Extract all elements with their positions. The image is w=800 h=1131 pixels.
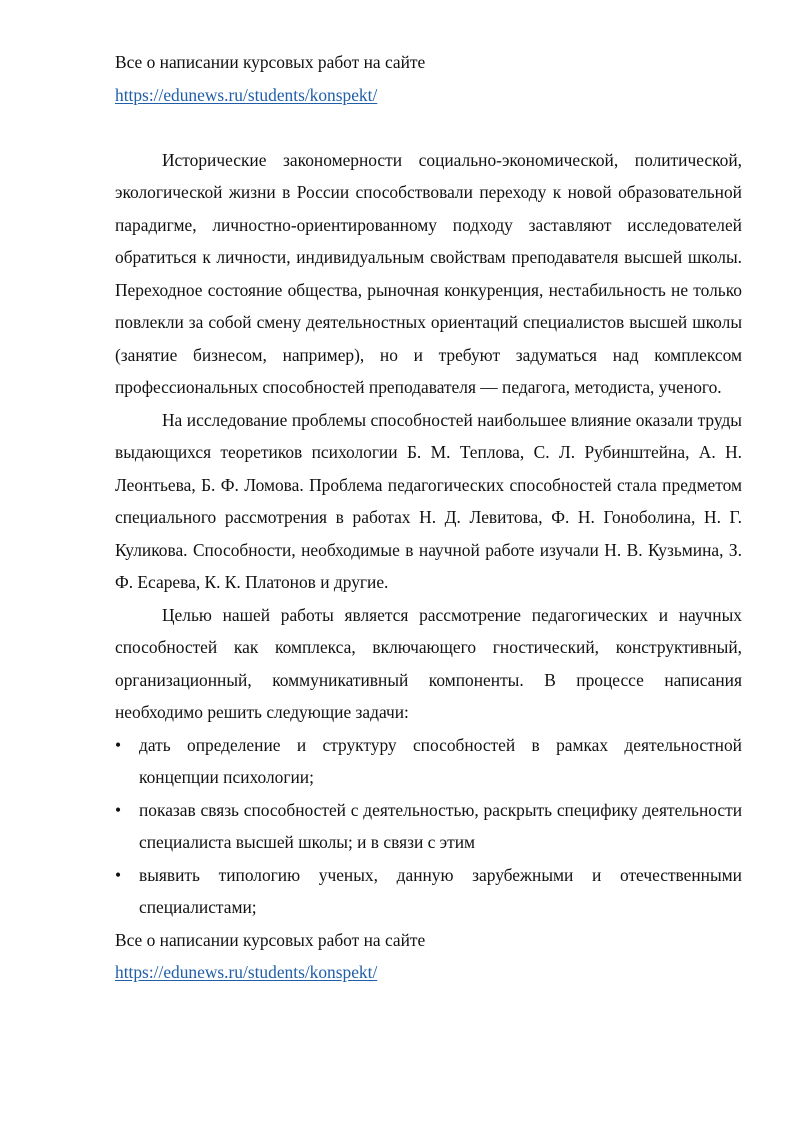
task-item	[115, 729, 742, 794]
task-item	[115, 794, 742, 859]
header-promo-text: Все о написании курсовых работ на сайте	[115, 52, 426, 72]
footer-link[interactable]: https://edunews.ru/students/konspekt/	[115, 962, 378, 982]
paragraph-intro: Исторические закономерности социально-экономической, политической, экологической жизни в России способствовали переходу к новой образовательной парадигме, личностно-ориентированному подходу заставляют исследователей обратиться к личности, индивидуальным свойствам преподавателя высшей школы. Переходное состояние общества, рыночная конкуренция, нестабильность не только повлекли за собой смену деятельностных ориентаций специалистов высшей школы (занятие бизнесом, например), но и требуют задуматься над комплексом профессиональных способностей преподавателя — педагога, методиста, ученого.	[115, 149, 742, 397]
paragraph-research: На исследование проблемы способностей наибольшее влияние оказали труды выдающихся теоретиков психологии Б. М. Теплова, С. Л. Рубинштейна, А. Н. Леонтьева, Б. Ф. Ломова. Проблема педагогических способностей стала предметом специального рассмотрения в работах Н. Д. Левитова, Ф. Н. Гоноболина, Н. Г. Куликова. Способности, необходимые в научной работе изучали Н. В. Кузьмина, З. Ф. Есарева, К. К. Платонов и другие.	[115, 409, 742, 592]
task-item	[115, 859, 742, 924]
footer-link-line	[115, 956, 742, 989]
task-text: выявить типологию ученых, данную зарубежными и отечественными специалистами;	[139, 864, 742, 917]
bullet-icon: •	[115, 799, 122, 820]
document-page	[115, 46, 742, 989]
task-text: показав связь способностей с деятельностью, раскрыть специфику деятельности специалиста высшей школы; и в связи с этим	[139, 799, 742, 852]
footer-promo-text: Все о написании курсовых работ на сайте	[115, 929, 426, 950]
paragraph-goal: Целью нашей работы является рассмотрение педагогических и научных способностей как комплекса, включающего гностический, конструктивный, организационный, коммуникативный компоненты. В процессе написания необходимо решить следующие задачи:	[115, 604, 742, 722]
blank-line	[115, 111, 742, 144]
bullet-icon: •	[115, 734, 122, 755]
task-text: дать определение и структуру способностей в рамках деятельностной концепции психологии;	[139, 734, 742, 787]
header-link[interactable]: https://edunews.ru/students/konspekt/	[115, 84, 378, 105]
header-link-line	[115, 79, 742, 112]
task-list	[115, 729, 742, 924]
bullet-icon: •	[115, 864, 122, 885]
